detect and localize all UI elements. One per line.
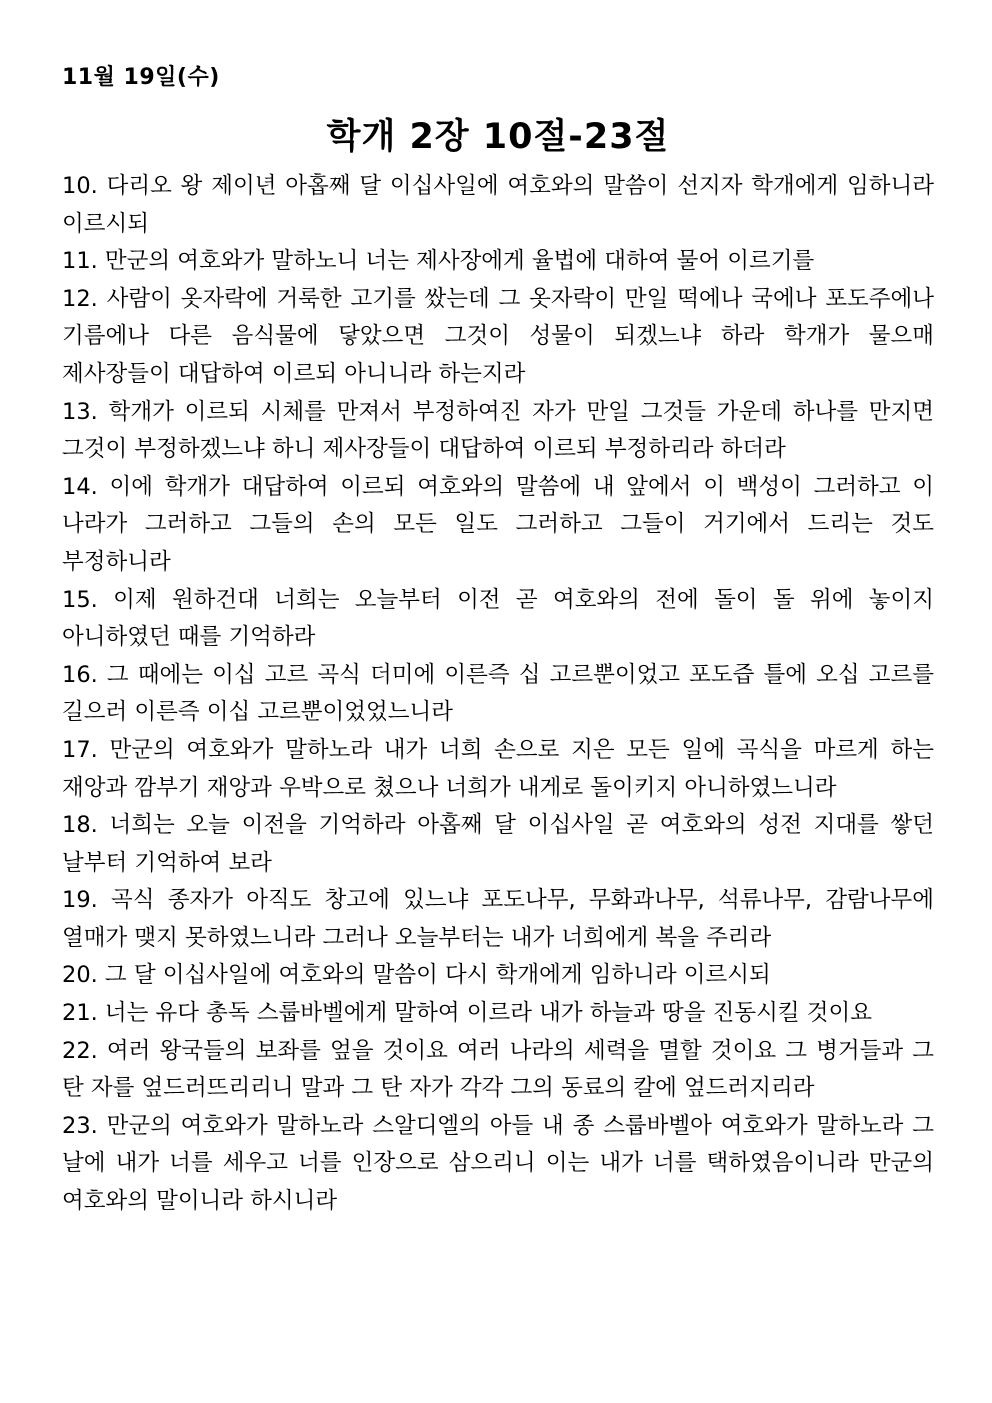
verse-11: 11. 만군의 여호와가 말하노니 너는 제사장에게 율법에 대하여 물어 이르기를	[62, 248, 815, 275]
verse-list	[62, 168, 934, 1221]
verse-15: 15. 이제 원하건대 너희는 오늘부터 이전 곧 여호와의 전에 돌이 돌 위에 놓이지 아니하였던 때를 기억하라	[62, 586, 934, 651]
date-label: 11월 19일(수)	[62, 65, 220, 90]
verse-13: 13. 학개가 이르되 시체를 만져서 부정하여진 자가 만일 그것들 가운데 하나를 만지면 그것이 부정하겠느냐 하니 제사장들이 대답하여 이르되 부정하리라 하더라	[62, 398, 934, 463]
verse-17: 17. 만군의 여호와가 말하노라 내가 너희 손으로 지은 모든 일에 곡식을 마르게 하는 재앙과 깜부기 재앙과 우박으로 쳤으나 너희가 내게로 돌이키지 아니하였느니라	[62, 736, 934, 801]
verse-10: 10. 다리오 왕 제이년 아홉째 달 이십사일에 여호와의 말씀이 선지자 학개에게 임하니라 이르시되	[62, 173, 934, 237]
verse-20: 20. 그 달 이십사일에 여호와의 말씀이 다시 학개에게 임하니라 이르시되	[62, 962, 771, 989]
document-page	[62, 60, 934, 1221]
verse-12: 12. 사람이 옷자락에 거룩한 고기를 쌌는데 그 옷자락이 만일 떡에나 국에나 포도주에나 기름에나 다른 음식물에 닿았으면 그것이 성물이 되겠느냐 하라 학개가 물으매 제사장들이 대답하여 이르되 아니니라 하는지라	[62, 285, 934, 387]
verse-19: 19. 곡식 종자가 아직도 창고에 있느냐 포도나무, 무화과나무, 석류나무, 감람나무에 열매가 맺지 못하였느니라 그러나 오늘부터는 내가 너희에게 복을 주리라	[62, 887, 934, 951]
page-title: 학개 2장 10절-23절	[326, 117, 670, 157]
verse-23: 23. 만군의 여호와가 말하노라 스알디엘의 아들 내 종 스룹바벨아 여호와가 말하노라 그 날에 내가 너를 세우고 너를 인장으로 삼으리니 이는 내가 너를 택하였음이니라 만군의 여호와의 말이니라 하시니라	[62, 1112, 934, 1215]
verse-18: 18. 너희는 오늘 이전을 기억하라 아홉째 달 이십사일 곧 여호와의 성전 지대를 쌓던 날부터 기억하여 보라	[62, 812, 934, 876]
verse-14: 14. 이에 학개가 대답하여 이르되 여호와의 말씀에 내 앞에서 이 백성이 그러하고 이 나라가 그러하고 그들의 손의 모든 일도 그러하고 그들이 거기에서 드리는 것도 부정하니라	[62, 473, 934, 575]
verse-16: 16. 그 때에는 이십 고르 곡식 더미에 이른즉 십 고르뿐이었고 포도즙 틀에 오십 고르를 길으러 이른즉 이십 고르뿐이었었느니라	[62, 661, 934, 726]
verse-22: 22. 여러 왕국들의 보좌를 엎을 것이요 여러 나라의 세력을 멸할 것이요 그 병거들과 그 탄 자를 엎드러뜨리리니 말과 그 탄 자가 각각 그의 동료의 칼에 엎드러지리라	[62, 1037, 934, 1102]
verse-21: 21. 너는 유다 총독 스룹바벨에게 말하여 이르라 내가 하늘과 땅을 진동시킬 것이요	[62, 1000, 872, 1027]
